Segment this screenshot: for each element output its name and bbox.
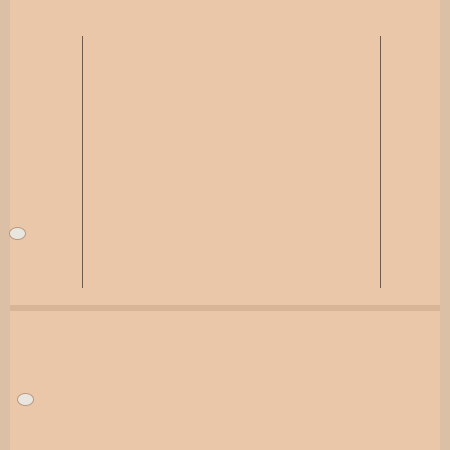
top-divider-left [82,36,83,288]
punch-hole-bottom [17,393,34,406]
card-background [10,0,440,450]
top-divider-right [380,36,381,288]
punch-hole-top [9,227,26,240]
fold-line [10,305,440,311]
